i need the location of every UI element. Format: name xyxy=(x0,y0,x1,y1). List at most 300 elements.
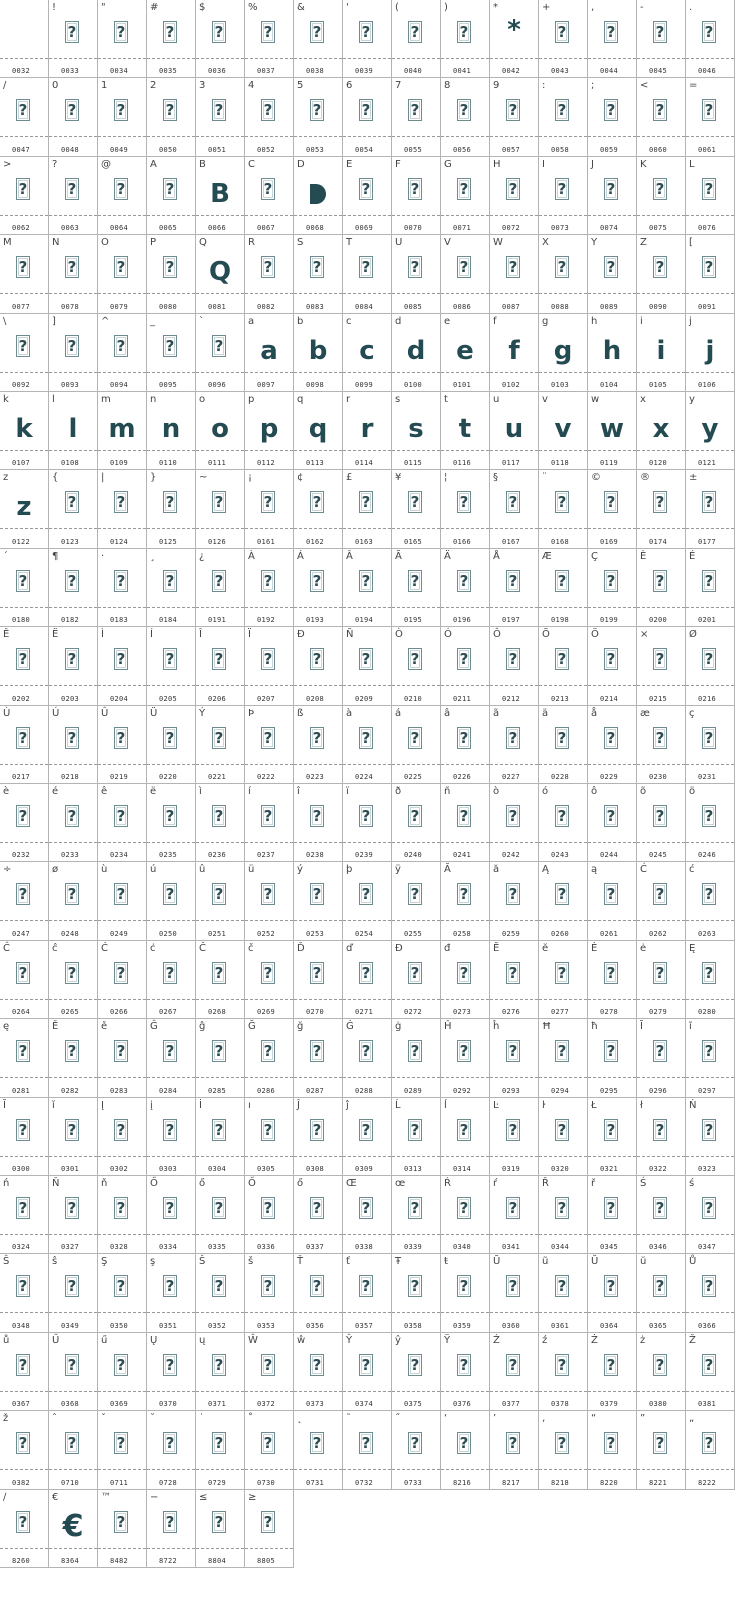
glyph-code-label: 0193 xyxy=(306,616,325,624)
glyph-cell-0194 xyxy=(343,549,392,627)
glyph-char-label: Ć xyxy=(640,864,647,875)
glyph-char-label: Å xyxy=(493,551,500,562)
glyph-cell-0067 xyxy=(245,157,294,235)
baseline-divider xyxy=(441,136,489,137)
glyph-cell-0118 xyxy=(539,392,588,470)
missing-glyph-icon: ? xyxy=(506,962,522,984)
baseline-divider xyxy=(98,58,146,59)
glyph-cell-0288 xyxy=(343,1019,392,1098)
glyph-code-label: 0369 xyxy=(110,1400,129,1408)
missing-glyph-icon: ? xyxy=(555,1354,571,1376)
glyph-cell-0302 xyxy=(98,1098,147,1176)
glyph-code-label: 0381 xyxy=(698,1400,717,1408)
glyph-char-label: ˇ xyxy=(101,1413,106,1424)
glyph-char-label: ĝ xyxy=(199,1021,206,1032)
glyph-code-label: 0232 xyxy=(12,851,31,859)
missing-glyph-icon: ? xyxy=(65,256,81,278)
glyph-char-label: Ÿ xyxy=(444,1335,451,1346)
baseline-divider xyxy=(441,215,489,216)
glyph-cell-0079 xyxy=(98,235,147,314)
glyph-code-label: 0732 xyxy=(355,1479,374,1487)
glyph-code-label: 0300 xyxy=(12,1165,31,1173)
glyph-sample: a xyxy=(260,336,278,366)
baseline-divider xyxy=(343,607,391,608)
glyph-code-label: 0195 xyxy=(404,616,423,624)
glyph-cell-0223 xyxy=(294,706,343,784)
glyph-char-label: 2 xyxy=(150,80,157,91)
glyph-code-label: 0212 xyxy=(502,695,521,703)
glyph-code-label: 0105 xyxy=(649,381,668,389)
baseline-divider xyxy=(392,764,440,765)
missing-glyph-icon: ? xyxy=(457,1119,473,1141)
glyph-sample: c xyxy=(359,336,375,366)
missing-glyph-icon: ? xyxy=(310,883,326,905)
baseline-divider xyxy=(294,607,342,608)
glyph-char-label: ř xyxy=(591,1178,596,1189)
missing-glyph-icon: ? xyxy=(163,1432,179,1454)
baseline-divider xyxy=(294,1391,342,1392)
glyph-cell-0267 xyxy=(147,941,196,1019)
glyph-code-label: 0288 xyxy=(355,1087,374,1095)
glyph-code-label: 0313 xyxy=(404,1165,423,1173)
missing-glyph-icon: ? xyxy=(114,178,130,200)
baseline-divider xyxy=(392,920,440,921)
missing-glyph-icon: ? xyxy=(16,570,32,592)
missing-glyph-icon: ? xyxy=(261,962,277,984)
missing-glyph-icon: ? xyxy=(359,570,375,592)
glyph-char-label: î xyxy=(297,786,300,797)
baseline-divider xyxy=(49,1469,97,1470)
glyph-char-label: Ã xyxy=(395,551,402,562)
glyph-cell-0052 xyxy=(245,78,294,157)
baseline-divider xyxy=(245,842,293,843)
glyph-char-label: − xyxy=(150,1492,159,1503)
glyph-code-label: 0345 xyxy=(600,1243,619,1251)
baseline-divider xyxy=(147,1156,195,1157)
glyph-cell-0062 xyxy=(0,157,49,235)
glyph-char-label: ė xyxy=(640,943,647,954)
baseline-divider xyxy=(49,685,97,686)
glyph-cell-0211 xyxy=(441,627,490,706)
missing-glyph-icon: ? xyxy=(65,1275,81,1297)
glyph-code-label: 0247 xyxy=(12,930,31,938)
glyph-cell-0054 xyxy=(343,78,392,157)
glyph-char-label: # xyxy=(150,2,159,13)
missing-glyph-icon: ? xyxy=(702,1040,718,1062)
glyph-cell-0184 xyxy=(147,549,196,627)
glyph-sample: Q xyxy=(208,257,232,287)
missing-glyph-icon: ? xyxy=(506,883,522,905)
glyph-code-label: 0729 xyxy=(208,1479,227,1487)
missing-glyph-icon: ? xyxy=(114,1040,130,1062)
missing-glyph-icon: ? xyxy=(457,256,473,278)
missing-glyph-icon: ? xyxy=(604,1119,620,1141)
baseline-divider xyxy=(196,1312,244,1313)
glyph-code-label: 0073 xyxy=(551,224,570,232)
glyph-char-label: ) xyxy=(444,2,448,13)
glyph-char-label: ! xyxy=(52,2,57,13)
glyph-cell-0043 xyxy=(539,0,588,78)
baseline-divider xyxy=(686,842,734,843)
missing-glyph-icon: ? xyxy=(261,1432,277,1454)
glyph-char-label: ò xyxy=(493,786,500,797)
glyph-char-label: Ť xyxy=(297,1256,304,1267)
baseline-divider xyxy=(490,528,538,529)
glyph-cell-0236 xyxy=(196,784,245,862)
glyph-code-label: 0239 xyxy=(355,851,374,859)
glyph-code-label: 0099 xyxy=(355,381,374,389)
baseline-divider xyxy=(294,1469,342,1470)
baseline-divider xyxy=(588,136,636,137)
baseline-divider xyxy=(147,372,195,373)
missing-glyph-icon: ? xyxy=(114,1432,130,1454)
glyph-sample: z xyxy=(16,492,32,522)
missing-glyph-icon: ? xyxy=(457,570,473,592)
glyph-code-label: 0184 xyxy=(159,616,178,624)
glyph-char-label: f xyxy=(493,316,497,327)
glyph-code-label: 0324 xyxy=(12,1243,31,1251)
missing-glyph-icon: ? xyxy=(310,805,326,827)
glyph-cell-0084 xyxy=(343,235,392,314)
glyph-code-label: 0282 xyxy=(61,1087,80,1095)
glyph-sample: o xyxy=(211,414,229,444)
glyph-char-label: ß xyxy=(297,708,304,719)
missing-glyph-icon: ? xyxy=(457,21,473,43)
glyph-char-label: H xyxy=(493,159,501,170)
missing-glyph-icon: ? xyxy=(65,727,81,749)
glyph-code-label: 0251 xyxy=(208,930,227,938)
glyph-code-label: 0259 xyxy=(502,930,521,938)
missing-glyph-icon: ? xyxy=(653,21,669,43)
glyph-char-label: Ó xyxy=(444,629,452,640)
missing-glyph-icon: ? xyxy=(604,962,620,984)
glyph-char-label: c xyxy=(346,316,352,327)
glyph-char-label: K xyxy=(640,159,647,170)
glyph-cell-0376 xyxy=(441,1333,490,1411)
missing-glyph-icon: ? xyxy=(359,962,375,984)
glyph-code-label: 8220 xyxy=(600,1479,619,1487)
glyph-code-label: 0080 xyxy=(159,303,178,311)
glyph-char-label: ş xyxy=(150,1256,156,1267)
glyph-code-label: 0103 xyxy=(551,381,570,389)
baseline-divider xyxy=(588,1156,636,1157)
baseline-divider xyxy=(49,842,97,843)
glyph-cell-0174 xyxy=(637,470,686,549)
baseline-divider xyxy=(343,1469,391,1470)
baseline-divider xyxy=(490,1391,538,1392)
glyph-char-label: Ś xyxy=(640,1178,647,1189)
glyph-code-label: 0059 xyxy=(600,146,619,154)
glyph-cell-0733 xyxy=(392,1411,441,1490)
glyph-code-label: 0272 xyxy=(404,1008,423,1016)
glyph-code-label: 0323 xyxy=(698,1165,717,1173)
glyph-sample: j xyxy=(705,336,715,366)
glyph-char-label: ÿ xyxy=(395,864,401,875)
glyph-cell-0053 xyxy=(294,78,343,157)
glyph-code-label: 0264 xyxy=(12,1008,31,1016)
glyph-char-label: Ŀ xyxy=(493,1100,499,1111)
glyph-char-label: Æ xyxy=(542,551,552,562)
missing-glyph-icon: ? xyxy=(65,335,81,357)
glyph-char-label: Ú xyxy=(52,708,60,719)
glyph-code-label: 0126 xyxy=(208,538,227,546)
glyph-code-label: 0088 xyxy=(551,303,570,311)
baseline-divider xyxy=(392,58,440,59)
glyph-code-label: 0346 xyxy=(649,1243,668,1251)
missing-glyph-icon: ? xyxy=(212,99,228,121)
glyph-code-label: 0338 xyxy=(355,1243,374,1251)
glyph-cell-0381 xyxy=(686,1333,735,1411)
glyph-code-label: 0037 xyxy=(257,67,276,75)
glyph-cell-0366 xyxy=(686,1254,735,1333)
missing-glyph-icon: ? xyxy=(65,1040,81,1062)
glyph-code-label: 0112 xyxy=(257,459,276,467)
glyph-cell-0058 xyxy=(539,78,588,157)
missing-glyph-icon: ? xyxy=(359,1197,375,1219)
glyph-char-label: ď xyxy=(346,943,353,954)
glyph-code-label: 0075 xyxy=(649,224,668,232)
baseline-divider xyxy=(343,999,391,1000)
baseline-divider xyxy=(98,215,146,216)
glyph-char-label: ˛ xyxy=(297,1413,302,1424)
baseline-divider xyxy=(441,920,489,921)
glyph-char-label: ¸ xyxy=(150,551,155,562)
glyph-char-label: ĥ xyxy=(493,1021,500,1032)
missing-glyph-icon: ? xyxy=(653,648,669,670)
missing-glyph-icon: ? xyxy=(310,727,326,749)
baseline-divider xyxy=(245,528,293,529)
glyph-char-label: œ xyxy=(395,1178,406,1189)
glyph-cell-0297 xyxy=(686,1019,735,1098)
glyph-cell-0266 xyxy=(98,941,147,1019)
missing-glyph-icon: ? xyxy=(702,1119,718,1141)
glyph-code-label: 0235 xyxy=(159,851,178,859)
glyph-cell-0268 xyxy=(196,941,245,1019)
glyph-cell-0277 xyxy=(539,941,588,1019)
glyph-cell-0272 xyxy=(392,941,441,1019)
glyph-code-label: 0226 xyxy=(453,773,472,781)
glyph-code-label: 0357 xyxy=(355,1322,374,1330)
glyph-cell-0115 xyxy=(392,392,441,470)
glyph-char-label: ž xyxy=(3,1413,9,1424)
glyph-cell-0165 xyxy=(392,470,441,549)
baseline-divider xyxy=(588,293,636,294)
glyph-sample: s xyxy=(408,414,424,444)
glyph-code-label: 0216 xyxy=(698,695,717,703)
missing-glyph-icon: ? xyxy=(408,962,424,984)
glyph-char-label: u xyxy=(493,394,500,405)
missing-glyph-icon: ? xyxy=(604,883,620,905)
baseline-divider xyxy=(392,1156,440,1157)
glyph-cell-0193 xyxy=(294,549,343,627)
glyph-code-label: 0229 xyxy=(600,773,619,781)
glyph-code-label: 0074 xyxy=(600,224,619,232)
glyph-char-label: ă xyxy=(493,864,500,875)
glyph-cell-8221 xyxy=(637,1411,686,1490)
glyph-cell-0710 xyxy=(49,1411,98,1490)
glyph-char-label: Ù xyxy=(3,708,11,719)
glyph-char-label: S xyxy=(297,237,304,248)
missing-glyph-icon: ? xyxy=(604,1197,620,1219)
glyph-cell-0233 xyxy=(49,784,98,862)
missing-glyph-icon: ? xyxy=(653,1040,669,1062)
glyph-cell-0050 xyxy=(147,78,196,157)
glyph-sample: e xyxy=(456,336,474,366)
baseline-divider xyxy=(147,999,195,1000)
glyph-char-label: Ĝ xyxy=(150,1021,158,1032)
glyph-cell-0259 xyxy=(490,862,539,941)
glyph-cell-0105 xyxy=(637,314,686,392)
missing-glyph-icon: ? xyxy=(310,1040,326,1062)
missing-glyph-icon: ? xyxy=(702,883,718,905)
glyph-cell-0292 xyxy=(441,1019,490,1098)
glyph-char-label: Č xyxy=(199,943,206,954)
glyph-cell-0249 xyxy=(98,862,147,941)
glyph-cell-0066 xyxy=(196,157,245,235)
glyph-code-label: 0072 xyxy=(502,224,521,232)
glyph-char-label: ł xyxy=(640,1100,643,1111)
glyph-code-label: 0087 xyxy=(502,303,521,311)
glyph-code-label: 0347 xyxy=(698,1243,717,1251)
missing-glyph-icon: ? xyxy=(457,1197,473,1219)
baseline-divider xyxy=(196,842,244,843)
glyph-cell-0197 xyxy=(490,549,539,627)
glyph-cell-0322 xyxy=(637,1098,686,1176)
missing-glyph-icon: ? xyxy=(555,727,571,749)
baseline-divider xyxy=(588,1077,636,1078)
missing-glyph-icon: ? xyxy=(16,962,32,984)
missing-glyph-icon: ? xyxy=(212,1119,228,1141)
glyph-cell-0244 xyxy=(588,784,637,862)
glyph-char-label: Ė xyxy=(591,943,598,954)
glyph-cell-0110 xyxy=(147,392,196,470)
glyph-char-label: ™ xyxy=(101,1492,111,1503)
glyph-code-label: 0295 xyxy=(600,1087,619,1095)
glyph-char-label: o xyxy=(199,394,206,405)
glyph-cell-0120 xyxy=(637,392,686,470)
glyph-cell-0238 xyxy=(294,784,343,862)
glyph-char-label: Ź xyxy=(493,1335,500,1346)
glyph-code-label: 0267 xyxy=(159,1008,178,1016)
baseline-divider xyxy=(392,136,440,137)
glyph-char-label: . xyxy=(689,2,693,13)
baseline-divider xyxy=(98,528,146,529)
glyph-code-label: 0328 xyxy=(110,1243,129,1251)
glyph-cell-0108 xyxy=(49,392,98,470)
glyph-cell-0126 xyxy=(196,470,245,549)
missing-glyph-icon: ? xyxy=(359,178,375,200)
glyph-cell-0217 xyxy=(0,706,49,784)
glyph-cell-0099 xyxy=(343,314,392,392)
glyph-code-label: 0278 xyxy=(600,1008,619,1016)
baseline-divider xyxy=(539,528,587,529)
baseline-divider xyxy=(686,999,734,1000)
glyph-cell-0281 xyxy=(0,1019,49,1098)
glyph-cell-0295 xyxy=(588,1019,637,1098)
glyph-code-label: 0373 xyxy=(306,1400,325,1408)
glyph-cell-0095 xyxy=(147,314,196,392)
glyph-cell-0203 xyxy=(49,627,98,706)
glyph-char-label: & xyxy=(297,2,305,13)
glyph-char-label: õ xyxy=(640,786,647,797)
glyph-char-label: F xyxy=(395,159,401,170)
glyph-sample: i xyxy=(656,336,666,366)
glyph-code-label: 0241 xyxy=(453,851,472,859)
glyph-cell-0313 xyxy=(392,1098,441,1176)
glyph-cell-0245 xyxy=(637,784,686,862)
missing-glyph-icon: ? xyxy=(506,1119,522,1141)
missing-glyph-icon: ? xyxy=(408,1040,424,1062)
baseline-divider xyxy=(0,372,48,373)
glyph-char-label: Õ xyxy=(542,629,550,640)
glyph-code-label: 0214 xyxy=(600,695,619,703)
missing-glyph-icon: ? xyxy=(506,256,522,278)
missing-glyph-icon: ? xyxy=(16,1040,32,1062)
missing-glyph-icon: ? xyxy=(506,1354,522,1376)
glyph-cell-0081 xyxy=(196,235,245,314)
missing-glyph-icon: ? xyxy=(359,1275,375,1297)
glyph-code-label: 0040 xyxy=(404,67,423,75)
glyph-char-label: Ő xyxy=(248,1178,256,1189)
missing-glyph-icon: ? xyxy=(359,21,375,43)
glyph-code-label: 0169 xyxy=(600,538,619,546)
glyph-code-label: 0066 xyxy=(208,224,227,232)
glyph-cell-0106 xyxy=(686,314,735,392)
missing-glyph-icon: ? xyxy=(457,962,473,984)
baseline-divider xyxy=(294,1234,342,1235)
glyph-code-label: 0234 xyxy=(110,851,129,859)
baseline-divider xyxy=(245,1391,293,1392)
missing-glyph-icon: ? xyxy=(16,648,32,670)
glyph-cell-0101 xyxy=(441,314,490,392)
glyph-char-label: ‚ xyxy=(542,1413,546,1424)
glyph-cell-0730 xyxy=(245,1411,294,1490)
glyph-char-label: h xyxy=(591,316,598,327)
missing-glyph-icon: ? xyxy=(653,178,669,200)
baseline-divider xyxy=(147,528,195,529)
glyph-char-label: ≥ xyxy=(248,1492,257,1503)
missing-glyph-icon: ? xyxy=(653,1275,669,1297)
baseline-divider xyxy=(441,1077,489,1078)
glyph-char-label: ŧ xyxy=(444,1256,448,1267)
glyph-cell-0123 xyxy=(49,470,98,549)
glyph-char-label: Ł xyxy=(591,1100,597,1111)
missing-glyph-icon: ? xyxy=(65,1119,81,1141)
missing-glyph-icon: ? xyxy=(555,21,571,43)
glyph-code-label: 0068 xyxy=(306,224,325,232)
glyph-char-label: b xyxy=(297,316,304,327)
glyph-code-label: 0246 xyxy=(698,851,717,859)
glyph-code-label: 0064 xyxy=(110,224,129,232)
baseline-divider xyxy=(392,215,440,216)
glyph-cell-0364 xyxy=(588,1254,637,1333)
glyph-code-label: 8217 xyxy=(502,1479,521,1487)
glyph-char-label: { xyxy=(52,472,59,483)
glyph-code-label: 0382 xyxy=(12,1479,31,1487)
glyph-code-label: 0273 xyxy=(453,1008,472,1016)
glyph-char-label: > xyxy=(3,159,12,170)
baseline-divider xyxy=(392,293,440,294)
glyph-char-label: y xyxy=(689,394,695,405)
baseline-divider xyxy=(245,1234,293,1235)
glyph-cell-0728 xyxy=(147,1411,196,1490)
glyph-cell-0327 xyxy=(49,1176,98,1254)
baseline-divider xyxy=(539,1312,587,1313)
missing-glyph-icon: ? xyxy=(702,1354,718,1376)
glyph-code-label: 0079 xyxy=(110,303,129,311)
glyph-char-label: ť xyxy=(346,1256,350,1267)
glyph-char-label: Ŭ xyxy=(591,1256,599,1267)
